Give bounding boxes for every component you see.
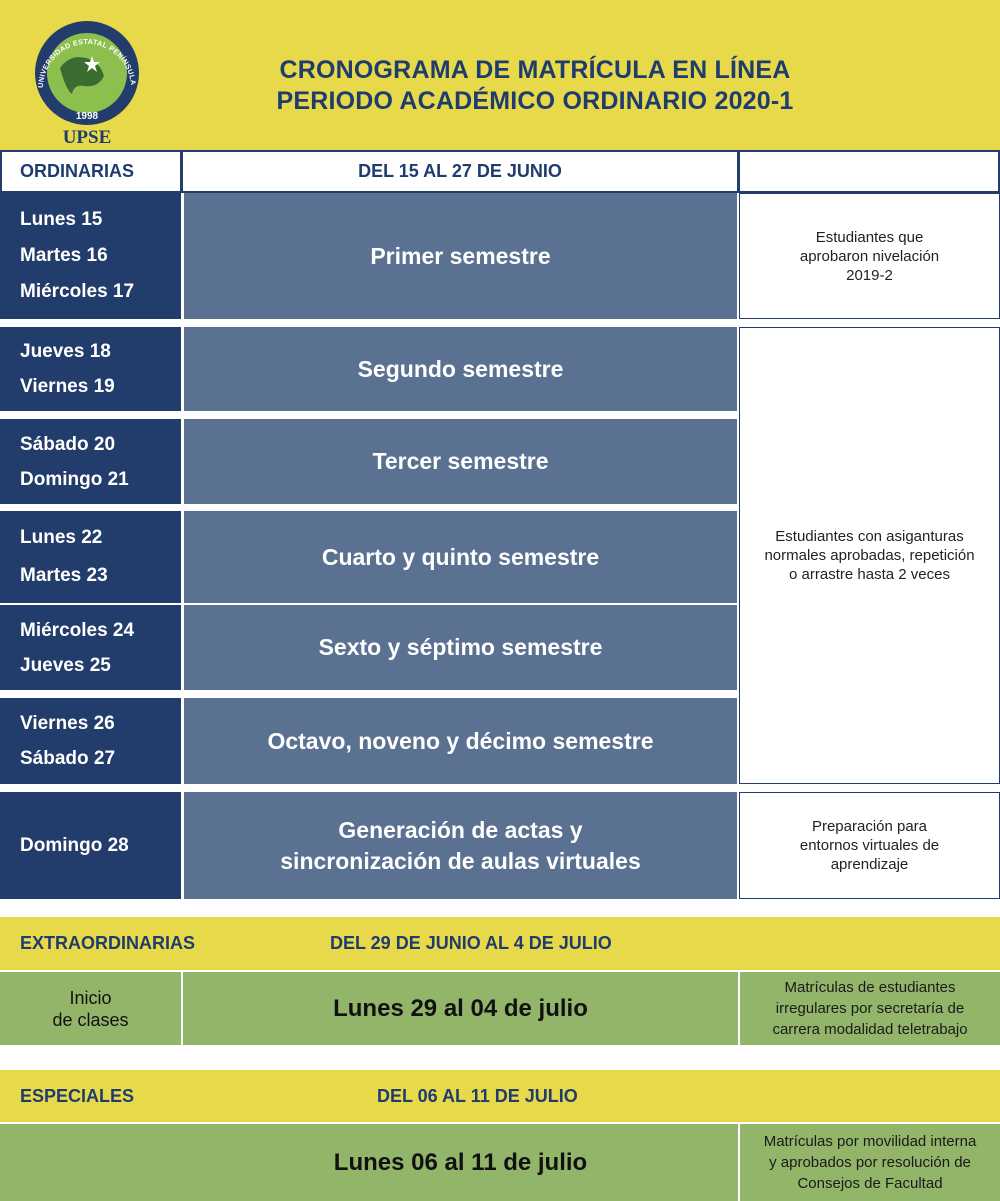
especiales-dates: Lunes 06 al 11 de julio	[333, 1148, 588, 1176]
start-line: de clases	[52, 1009, 129, 1030]
note-line: o arrastre hasta 2 veces	[789, 566, 950, 583]
especiales-label: ESPECIALES	[20, 1086, 135, 1106]
extraordinarias-label: EXTRAORDINARIAS	[20, 933, 196, 953]
row-semester	[184, 193, 737, 319]
especiales-header	[0, 1070, 1000, 1122]
especiales-note	[740, 1124, 1000, 1201]
final-task	[184, 792, 737, 899]
note-nivelacion	[739, 193, 1000, 319]
extra-dates: Lunes 29 al 04 de julio	[183, 972, 738, 1045]
row-semester	[184, 511, 737, 603]
semester-label: Octavo, noveno y décimo semestre	[267, 727, 654, 754]
ordinarias-header-empty	[740, 152, 998, 191]
day-label: Sábado 27	[20, 748, 116, 769]
ordinarias-label: ORDINARIAS	[2, 152, 180, 191]
logo-acronym: UPSE	[62, 127, 112, 148]
title-line-1: CRONOGRAMA DE MATRÍCULA EN LÍNEA	[279, 56, 791, 84]
upse-logo	[28, 18, 146, 148]
semester-label: Cuarto y quinto semestre	[321, 543, 600, 570]
day-label: Sábado 20	[20, 433, 116, 455]
note-line: Matrículas de estudiantes	[784, 979, 956, 996]
note-line: normales aprobadas, repetición	[764, 547, 975, 564]
page-title	[200, 55, 870, 117]
day-label: Lunes 22	[20, 527, 103, 548]
note-regulares	[739, 327, 1000, 784]
extra-start	[0, 972, 181, 1045]
note-line: Preparación para	[811, 818, 928, 835]
note-line: entornos virtuales de	[799, 837, 940, 854]
title-line-2: PERIODO ACADÉMICO ORDINARIO 2020-1	[276, 87, 794, 115]
note-final	[739, 792, 1000, 899]
ordinarias-range: DEL 15 AL 27 DE JUNIO	[183, 152, 737, 191]
note-line: aprendizaje	[830, 856, 909, 873]
row-days	[0, 605, 181, 690]
note-line: Estudiantes que	[815, 228, 924, 246]
day-label: Lunes 15	[20, 209, 103, 230]
row-semester	[184, 419, 737, 504]
day-label: Domingo 21	[20, 468, 129, 490]
row-semester	[184, 327, 737, 411]
semester-label: Tercer semestre	[372, 448, 549, 474]
extraordinarias-range: DEL 29 DE JUNIO AL 4 DE JULIO	[330, 933, 612, 953]
especiales-range: DEL 06 AL 11 DE JULIO	[377, 1086, 578, 1106]
note-line: 2019-2	[846, 266, 893, 284]
row-days	[0, 193, 181, 319]
note-line: Estudiantes con asiganturas	[775, 528, 964, 545]
logo-year: 1998	[75, 111, 99, 122]
day-label: Jueves 18	[20, 341, 111, 362]
note-line: irregulares por secretaría de	[775, 1000, 965, 1017]
day-label: Miércoles 24	[20, 619, 135, 641]
semester-label: Segundo semestre	[357, 355, 564, 382]
row-days	[0, 511, 181, 603]
extra-note	[740, 972, 1000, 1045]
day-label: Martes 16	[20, 245, 108, 266]
task-line: Generación de actas y	[338, 816, 583, 843]
note-line: carrera modalidad teletrabajo	[772, 1021, 968, 1038]
note-line: aprobaron nivelación	[799, 247, 940, 265]
logo-ring-text: UNIVERSIDAD ESTATAL PENÍNSULA	[35, 36, 138, 89]
row-days	[0, 327, 181, 411]
day-label: Viernes 19	[20, 376, 115, 397]
note-line: Consejos de Facultad	[797, 1175, 943, 1192]
day-label: Jueves 25	[20, 654, 111, 676]
semester-label: Sexto y séptimo semestre	[318, 634, 603, 660]
extraordinarias-header	[0, 917, 1000, 970]
row-semester	[184, 698, 737, 784]
final-day: Domingo 28	[0, 792, 181, 899]
day-label: Martes 23	[20, 565, 108, 586]
row-semester	[184, 605, 737, 690]
row-days	[0, 419, 181, 504]
row-days	[0, 698, 181, 784]
day-label: Miércoles 17	[20, 281, 135, 302]
note-line: y aprobados por resolución de	[769, 1154, 971, 1171]
semester-label: Primer semestre	[370, 242, 551, 269]
upse-seal-icon	[28, 18, 146, 148]
start-line: Inicio	[69, 987, 112, 1008]
note-line: Matrículas por movilidad interna	[763, 1133, 977, 1150]
day-label: Viernes 26	[20, 713, 115, 734]
task-line: sincronización de aulas virtuales	[280, 847, 641, 874]
